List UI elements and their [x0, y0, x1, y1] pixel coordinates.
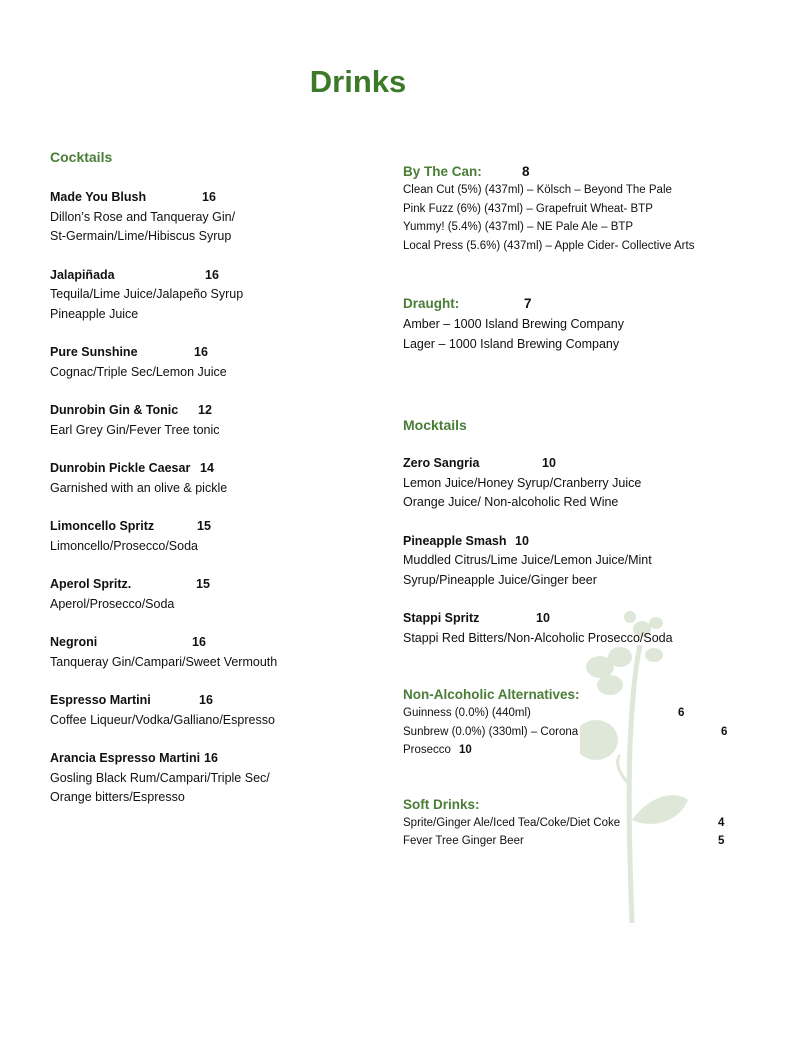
item-name: Zero Sangria	[403, 456, 480, 470]
item-description: Orange bitters/Espresso	[50, 790, 185, 804]
item-description: Pineapple Juice	[50, 306, 139, 321]
can-item: Local Press (5.6%) (437ml) – Apple Cider- Collective Arts	[403, 239, 695, 252]
item-description: St-Germain/Lime/Hibiscus Syrup	[50, 229, 232, 243]
can-item: Yummy! (5.4%) (437ml) – NE Pale Ale – BTP	[403, 221, 634, 233]
draught-item: Lager – 1000 Island Brewing Company	[403, 336, 620, 351]
item-description: Muddled Citrus/Lime Juice/Lemon Juice/Mint	[403, 553, 652, 567]
item-name: Guinness (0.0%) (440ml)	[403, 707, 531, 719]
menu-item	[403, 454, 743, 513]
menu-item	[50, 691, 380, 730]
item-description: Syrup/Pineapple Juice/Ginger beer	[403, 572, 597, 587]
item-name: Sunbrew (0.0%) (330ml) – Corona	[403, 725, 579, 738]
item-name: Stappi Spritz	[403, 611, 480, 625]
item-name: Fever Tree Ginger Beer	[403, 835, 524, 847]
item-description: Orange Juice/ Non-alcoholic Red Wine	[403, 495, 619, 509]
menu-item	[50, 188, 380, 247]
item-description: Dillon’s Rose and Tanqueray Gin/	[50, 209, 236, 224]
item-name: Limoncello Spritz	[50, 519, 155, 533]
item-description: Gosling Black Rum/Campari/Triple Sec/	[50, 770, 270, 785]
item-price: 15	[197, 519, 211, 533]
item-price: 5	[718, 835, 725, 847]
item-price: 4	[718, 816, 725, 829]
item-price: 14	[200, 461, 214, 475]
item-name: Espresso Martini	[50, 693, 151, 707]
item-description: Tanqueray Gin/Campari/Sweet Vermouth	[50, 654, 278, 669]
item-price: 16	[204, 751, 218, 765]
list-item	[403, 832, 743, 851]
item-name: Arancia Espresso Martini	[50, 751, 201, 765]
item-name: Prosecco	[403, 744, 451, 756]
by-the-can-price: 8	[522, 164, 530, 179]
item-description: Cognac/Triple Sec/Lemon Juice	[50, 364, 227, 379]
item-description: Coffee Liqueur/Vodka/Galliano/Espresso	[50, 712, 275, 727]
item-description: Garnished with an olive & pickle	[50, 480, 228, 495]
item-price: 10	[542, 456, 556, 470]
item-description: Tequila/Lime Juice/Jalapeño Syrup	[50, 287, 244, 301]
item-price: 10	[515, 533, 529, 548]
mocktails-section	[403, 416, 743, 648]
page-title: Drinks	[309, 64, 407, 99]
can-item: Clean Cut (5%) (437ml) – Kölsch – Beyond The Pale	[403, 184, 672, 196]
draught-item: Amber – 1000 Island Brewing Company	[403, 317, 624, 331]
item-description: Limoncello/Prosecco/Soda	[50, 538, 198, 553]
list-item	[403, 704, 743, 723]
item-price: 10	[458, 744, 472, 756]
menu-item	[403, 609, 743, 648]
menu-item	[50, 401, 380, 440]
non-alcoholic-heading: Non-Alcoholic Alternatives:	[403, 687, 580, 702]
item-price: 16	[205, 267, 219, 282]
draught-price: 7	[524, 296, 532, 311]
item-price: 6	[721, 725, 728, 738]
non-alcoholic-section	[403, 686, 743, 760]
cocktails-section	[50, 148, 380, 808]
draught-heading: Draught:	[403, 296, 460, 311]
soft-drinks-section	[403, 796, 743, 851]
list-item	[403, 741, 743, 760]
item-price: 16	[199, 693, 213, 707]
can-item: Pink Fuzz (6%) (437ml) – Grapefruit Wheat- BTP	[403, 202, 653, 215]
item-description: Earl Grey Gin/Fever Tree tonic	[50, 422, 220, 437]
menu-item	[50, 343, 380, 382]
soft-drinks-heading: Soft Drinks:	[403, 796, 480, 812]
item-name: Jalapiñada	[50, 267, 115, 282]
item-price: 10	[536, 611, 550, 625]
cocktails-heading: Cocktails	[50, 149, 113, 165]
list-item	[403, 723, 743, 742]
menu-item	[50, 575, 380, 614]
by-the-can-section	[403, 163, 743, 255]
item-price: 16	[192, 635, 206, 649]
item-name: Sprite/Ginger Ale/Iced Tea/Coke/Diet Coke	[403, 816, 621, 829]
menu-item	[50, 459, 380, 498]
item-name: Negroni	[50, 635, 98, 649]
right-column	[403, 163, 743, 851]
menu-item	[50, 266, 380, 325]
menu-item	[50, 633, 380, 672]
item-description: Stappi Red Bitters/Non-Alcoholic Prosecco/Soda	[403, 630, 673, 645]
by-the-can-heading: By The Can:	[403, 164, 482, 179]
item-description: Aperol/Prosecco/Soda	[50, 596, 175, 611]
item-price: 6	[678, 707, 685, 719]
item-price: 16	[202, 190, 216, 204]
mocktails-heading: Mocktails	[403, 417, 467, 433]
draught-section	[403, 295, 743, 354]
item-name: Made You Blush	[50, 190, 147, 204]
menu-item	[50, 517, 380, 556]
list-item	[403, 814, 743, 833]
menu-item	[403, 532, 743, 591]
item-description: Lemon Juice/Honey Syrup/Cranberry Juice	[403, 475, 642, 490]
menu-item	[50, 749, 380, 808]
item-name: Dunrobin Gin & Tonic	[50, 403, 179, 417]
item-name: Aperol Spritz.	[50, 577, 132, 591]
item-name: Pineapple Smash	[403, 533, 507, 548]
item-price: 16	[194, 345, 208, 359]
item-price: 15	[196, 577, 210, 591]
item-name: Pure Sunshine	[50, 345, 138, 359]
item-price: 12	[198, 403, 212, 417]
item-name: Dunrobin Pickle Caesar	[50, 461, 191, 475]
